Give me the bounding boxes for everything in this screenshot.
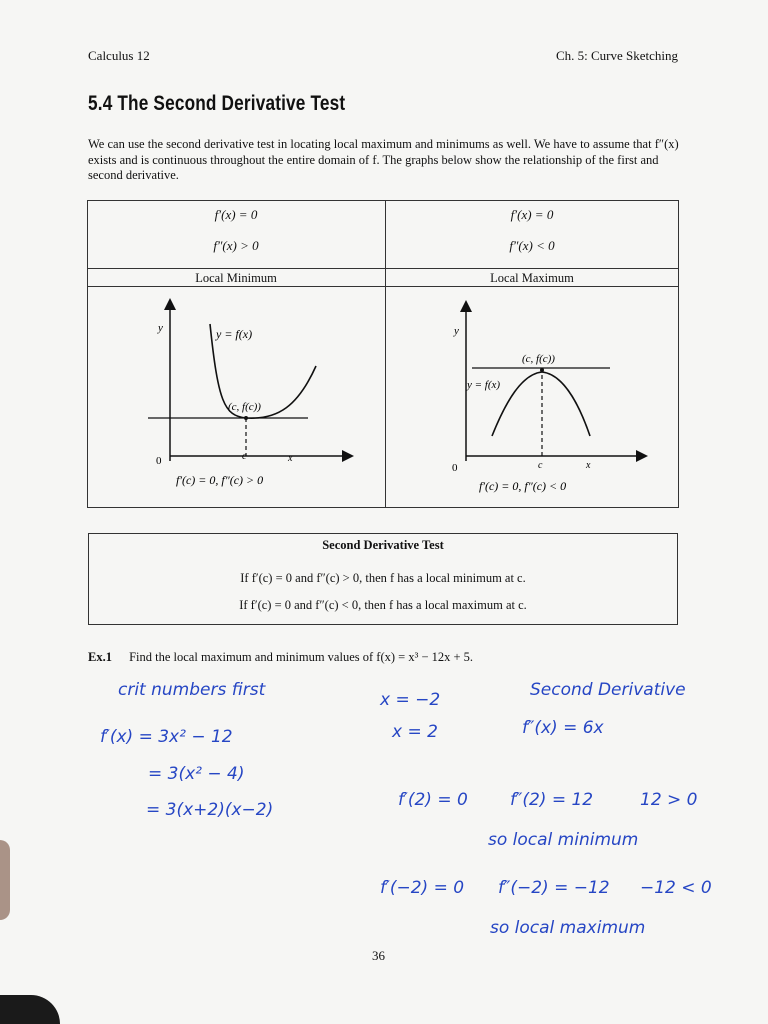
page-number: 36 (372, 948, 385, 963)
maximum-point (540, 368, 544, 372)
point-label: (c, f(c)) (228, 401, 261, 413)
table-divider (88, 286, 678, 287)
derivative-comparison-table (87, 200, 679, 508)
hand-crit-heading: crit numbers first (118, 680, 266, 700)
scan-corner-shadow (0, 995, 60, 1024)
curve-label: y = f(x) (216, 327, 253, 341)
test-box-title: Second Derivative Test (322, 538, 444, 552)
second-derivative-test-box (88, 533, 678, 625)
hand-compare-positive: 12 > 0 (640, 790, 698, 810)
hand-fdoubleprime-at-2: f″(2) = 12 (510, 790, 594, 810)
course-name: Calculus 12 (88, 48, 150, 63)
hand-factor-step: = 3(x² − 4) (148, 764, 245, 784)
condition-label: f′(c) = 0, f″(c) < 0 (479, 479, 567, 493)
local-maximum-graph (434, 296, 674, 496)
c-label: c (242, 451, 247, 462)
scan-thumb-shadow (0, 840, 10, 920)
y-label: y (158, 322, 163, 334)
hand-fprime-at-neg2: f′(−2) = 0 (380, 878, 465, 898)
table-divider (88, 268, 678, 269)
maximum-curve (492, 372, 590, 436)
test-rule-minimum: If f′(c) = 0 and f″(c) > 0, then f has a local minimum at c. (240, 571, 526, 585)
hand-conclusion-maximum: so local maximum (490, 918, 646, 938)
section-title: 5.4 The Second Derivative Test (88, 92, 346, 115)
origin-label: 0 (156, 455, 162, 467)
point-label: (c, f(c)) (522, 353, 555, 365)
right-caption: Local Maximum (490, 271, 574, 285)
left-first-derivative: f′(x) = 0 (214, 207, 258, 222)
origin-label: 0 (452, 462, 458, 474)
curve-label: y = f(x) (467, 379, 501, 391)
hand-factored-form: = 3(x+2)(x−2) (146, 800, 274, 820)
test-rule-maximum: If f′(c) = 0 and f″(c) < 0, then f has a local maximum at c. (239, 598, 527, 612)
hand-critical-x2: x = 2 (392, 722, 438, 742)
hand-second-derivative: f″(x) = 6x (522, 718, 604, 738)
left-caption: Local Minimum (195, 271, 277, 285)
left-second-derivative: f″(x) > 0 (213, 238, 259, 253)
chapter-name: Ch. 5: Curve Sketching (555, 48, 678, 63)
intro-paragraph: We can use the second derivative test in locating local maximum and minimums as well. We have to assume that f″(x) exists and is continuous throughout the entire domain of f. The graphs below show the relationship of the first and second derivative. (88, 137, 679, 182)
condition-label: f′(c) = 0, f″(c) > 0 (176, 473, 264, 487)
x-label: x (288, 453, 293, 464)
c-label: c (538, 460, 543, 471)
right-second-derivative: f″(x) < 0 (509, 238, 555, 253)
example-prompt (88, 650, 473, 665)
example-text: Find the local maximum and minimum values of f(x) = x³ − 12x + 5. (129, 650, 474, 664)
hand-second-heading: Second Derivative (530, 680, 686, 700)
x-label: x (586, 460, 591, 471)
hand-compare-negative: −12 < 0 (640, 878, 712, 898)
hand-critical-x1: x = −2 (380, 690, 441, 710)
hand-first-derivative: f′(x) = 3x² − 12 (100, 727, 233, 747)
minimum-point (244, 416, 248, 420)
right-first-derivative: f′(x) = 0 (510, 207, 554, 222)
local-minimum-graph (138, 296, 378, 496)
hand-fprime-at-2: f′(2) = 0 (398, 790, 468, 810)
example-label: Ex.1 (88, 650, 112, 664)
hand-conclusion-minimum: so local minimum (488, 830, 639, 850)
y-label: y (454, 325, 459, 337)
hand-fdoubleprime-at-neg2: f″(−2) = −12 (498, 878, 610, 898)
